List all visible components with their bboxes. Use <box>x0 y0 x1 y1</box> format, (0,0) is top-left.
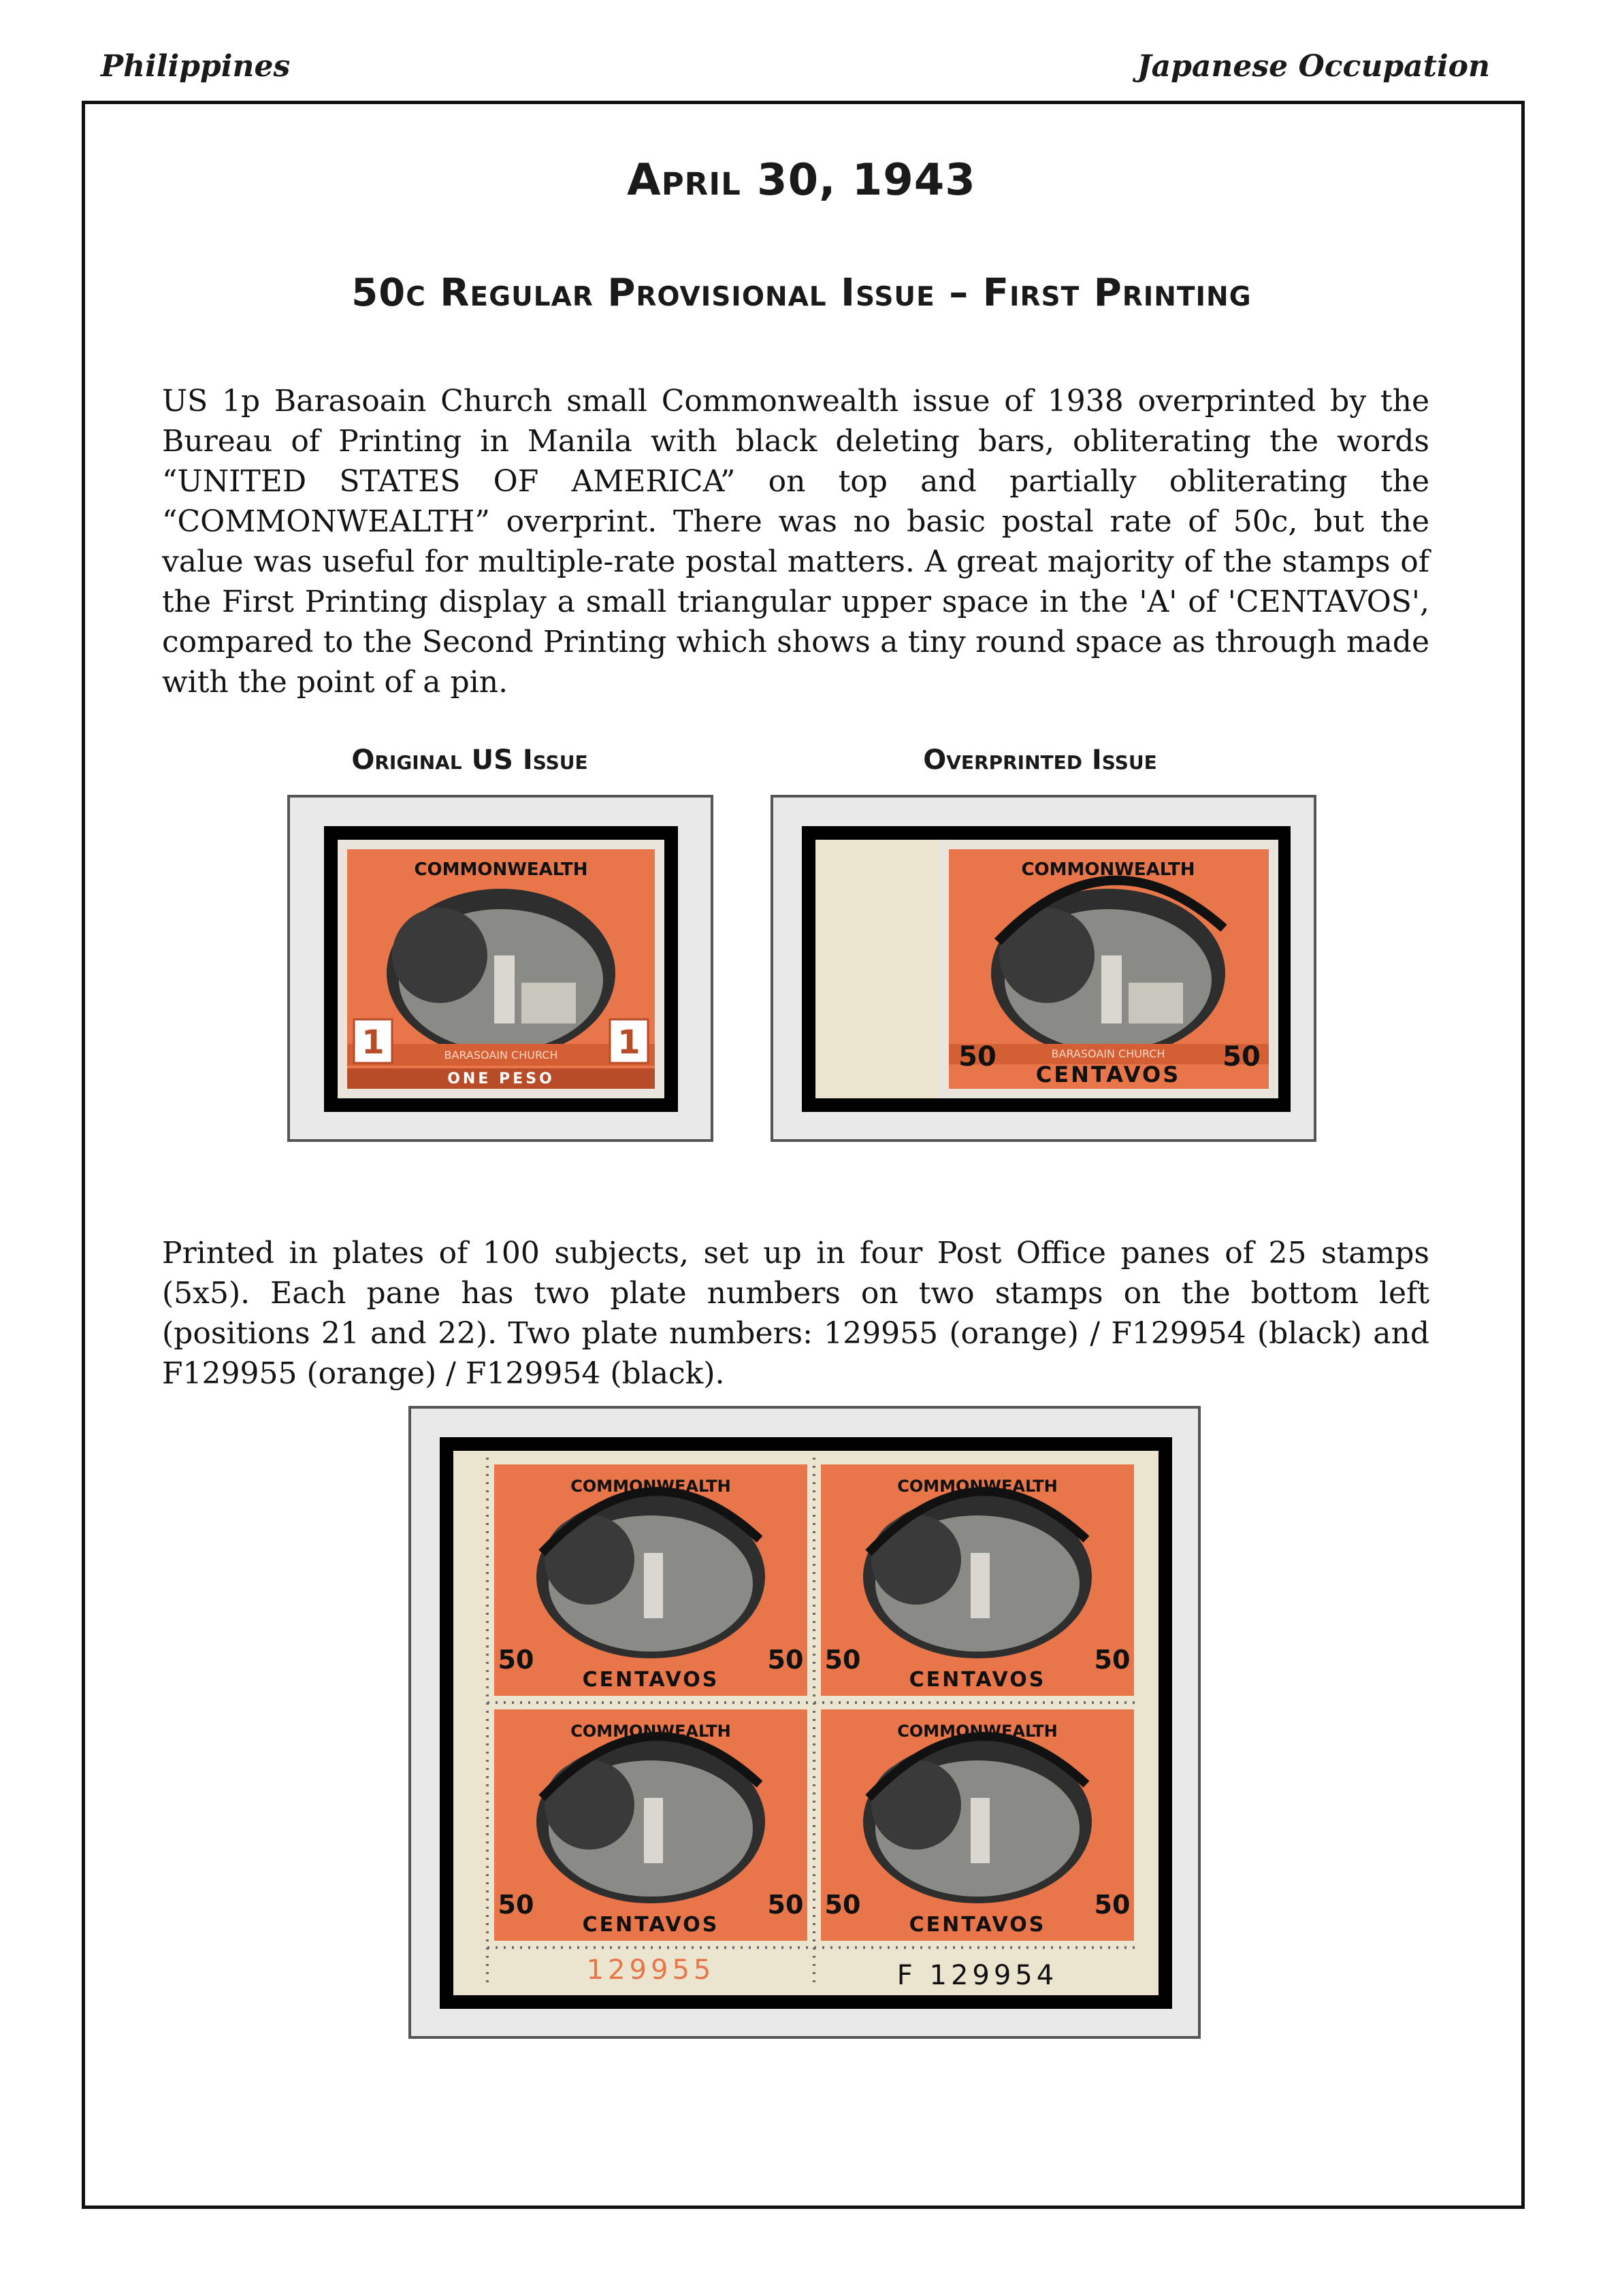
overprint-centavos: CENTAVOS <box>582 1668 719 1692</box>
mount-original <box>287 795 713 1142</box>
stamp-commonwealth-overprint: COMMONWEALTH <box>897 1722 1058 1741</box>
stamp-denomination-text: ONE PESO <box>447 1070 555 1087</box>
overprint-centavos: CENTAVOS <box>909 1668 1046 1692</box>
overprint-centavos: CENTAVOS <box>909 1913 1046 1937</box>
stamp-commonwealth-overprint: COMMONWEALTH <box>570 1722 731 1741</box>
overprint-value-left: 50 <box>498 1890 534 1920</box>
plate-number-black: F 129954 <box>896 1960 1058 1991</box>
stamp-commonwealth-overprint: COMMONWEALTH <box>414 859 588 880</box>
mount-overprinted <box>771 795 1316 1142</box>
page-title: April 30, 1943 <box>627 155 976 206</box>
page-subtitle: 50c Regular Provisional Issue – First Printing <box>351 271 1252 315</box>
header-section: Japanese Occupation <box>1137 49 1490 84</box>
overprint-value-right: 50 <box>1094 1890 1131 1920</box>
block-stamp-top-left <box>494 1464 807 1696</box>
stamp-commonwealth-overprint: COMMONWEALTH <box>570 1477 731 1496</box>
overprint-value-right: 50 <box>1094 1645 1131 1675</box>
overprint-value-left: 50 <box>824 1645 861 1675</box>
overprint-centavos: CENTAVOS <box>582 1913 719 1937</box>
overprint-centavos: CENTAVOS <box>1035 1062 1181 1087</box>
sheet-margin <box>815 840 938 1098</box>
plate-number-orange: 129955 <box>586 1954 715 1986</box>
header-country: Philippines <box>101 49 291 84</box>
overprint-value-left: 50 <box>824 1890 861 1920</box>
caption-original-issue: Original US Issue <box>351 744 588 776</box>
stamp-original <box>338 840 664 1098</box>
stamp-commonwealth-overprint: COMMONWEALTH <box>1021 859 1195 880</box>
caption-overprinted-issue: Overprinted Issue <box>923 744 1157 776</box>
stamp-overprinted <box>815 840 1278 1098</box>
mount-plate-block <box>408 1406 1201 2039</box>
block-stamp-bottom-right <box>821 1709 1134 1941</box>
overprint-value-right: 50 <box>767 1645 804 1675</box>
stamp-church-label: BARASOAIN CHURCH <box>444 1049 558 1062</box>
stamp-commonwealth-overprint: COMMONWEALTH <box>897 1477 1058 1496</box>
stamp-church-label: BARASOAIN CHURCH <box>1051 1047 1165 1060</box>
block-stamp-bottom-left <box>494 1709 807 1941</box>
block-stamp-top-right <box>821 1464 1134 1696</box>
overprint-value-left: 50 <box>958 1041 997 1072</box>
plate-block <box>453 1451 1159 1995</box>
overprint-value-right: 50 <box>1223 1041 1261 1072</box>
plates-paragraph: Printed in plates of 100 subjects, set up in four Post Office panes of 25 stamps (5x5). Each pane has two plate numbers on two stamps on the bottom left (positions 21 and 22). Two plate numbers: 129955 (orange) / F129954 (black) and F129955 (orange) / F129954 (black). <box>162 1236 1429 1391</box>
overprint-value-right: 50 <box>767 1890 804 1920</box>
stamp-value-left: 1 <box>361 1023 385 1062</box>
overprint-value-left: 50 <box>498 1645 534 1675</box>
intro-paragraph: US 1p Barasoain Church small Commonwealth issue of 1938 overprinted by the Bureau of Printing in Manila with black deleting bars, obliterating the words “UNITED STATES OF AMERICA” on top and partially obliterating the “COMMONWEALTH” overprint. There was no basic postal rate of 50c, but the value was useful for multiple-rate postal matters. A great majority of the stamps of the First Printing display a small triangular upper space in the 'A' of 'CENTAVOS', compared to the Second Printing which shows a tiny round space as through made with the point of a pin. <box>162 384 1429 700</box>
stamp-value-right: 1 <box>617 1023 641 1062</box>
